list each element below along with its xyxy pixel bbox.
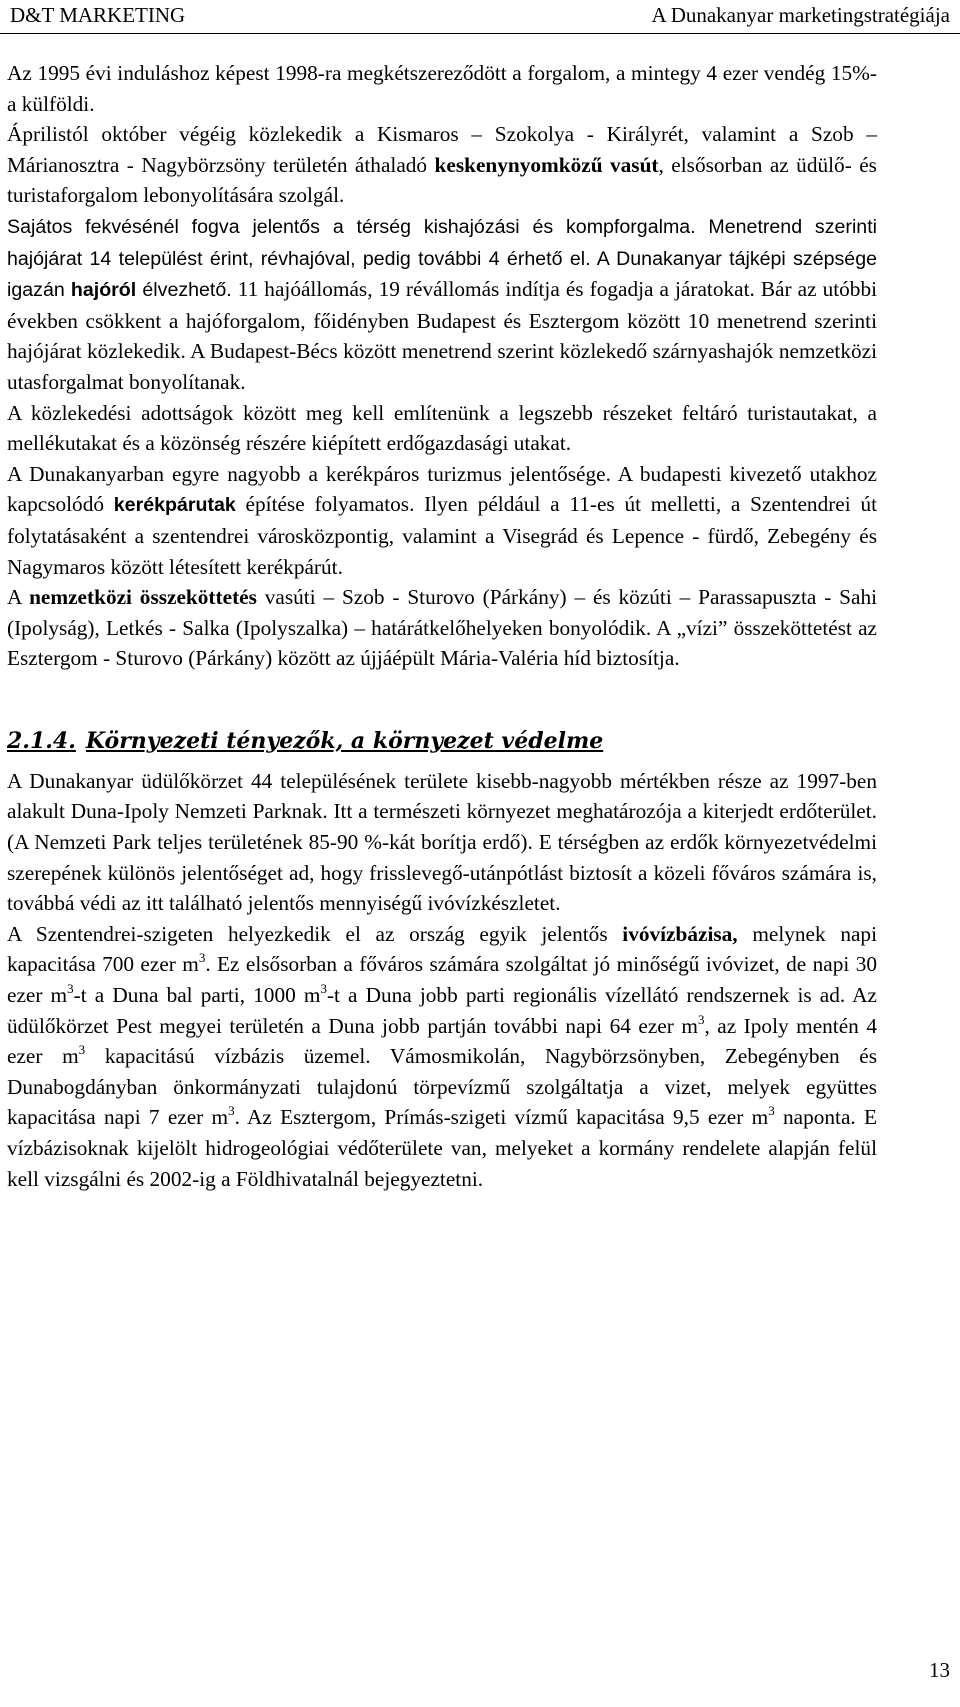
section-spacer	[7, 674, 877, 726]
header-document-title: A Dunakanyar marketingstratégiája	[651, 3, 950, 27]
superscript: 3	[697, 1011, 705, 1027]
text-run: naponta. E vízbázisoknak kijelölt hidrogeológiai védőterülete van, melyeket a kormány rendelete alapján felül kell vizsgálni és 2002-ig a Földhivatalnál bejegyeztetni.	[7, 1105, 878, 1191]
text-run: Áprilistól október végéig közlekedik a Kismaros – Szokolya - Királyrét, valamint a Szob – Márianosztra - Nagybörzsöny területén áthaladó	[7, 122, 877, 177]
paragraph-narrow-gauge-railway	[7, 119, 877, 211]
text-run: -t a Duna bal parti, 1000 m	[73, 983, 321, 1008]
superscript: 3	[78, 1042, 86, 1058]
superscript: 3	[228, 1103, 235, 1119]
text-run: A Szentendrei-szigeten helyezkedik el az ország egyik jelentős	[7, 921, 623, 946]
bold-term-narrow-gauge: keskenynyomközű vasút	[434, 152, 659, 177]
page-header	[0, 0, 960, 34]
text-run: melynek napi kapacitása 700 ezer m	[7, 921, 877, 977]
page-number: 13	[929, 1658, 950, 1682]
text-run: 11 hajóállomás, 19 révállomás indítja és fogadja a járatokat. Bár az utóbbi években csökkent a hajóforgalom, főidényben Budapest és Esztergom között 10 menetrend szerinti hajójárat közlekedik. A Budapest-Bécs között menetrend szerint közlekedő szárnyashajók nemzetközi utasforgalmat bonyolítanak.	[7, 277, 878, 394]
section-number: 2.1.4.	[7, 727, 76, 754]
text-run: . Ez elsősorban a főváros számára szolgáltat jó minőségű ivóvizet, de napi 30 ezer m	[7, 952, 877, 1008]
paragraph-shipping	[7, 211, 877, 398]
bold-term-by-ship: hajóról	[70, 279, 137, 302]
text-run: -t a Duna jobb parti regionális vízellátó rendszernek is ad. Az üdülőkörzet Pest megyei területén a Duna jobb partján további napi 64 ezer m	[7, 983, 877, 1038]
text-run: . Az Esztergom, Prímás-szigeti vízmű kapacitása 9,5 ezer m	[234, 1105, 769, 1130]
text-run: , az Ipoly mentén 4 ezer m	[7, 1013, 877, 1069]
section-title: Környezeti tényezők, a környezet védelme	[85, 727, 604, 754]
text-run: vasúti – Szob - Sturovo (Párkány) – és közúti – Parassapuszta - Sahi (Ipolyság), Letkés - Salka (Ipolyszalka) – határátkelőhelyeken bonyolódik. A „vízi” összeköttetést az Esztergom - Sturovo (Párkány) között az újjáépült Mária-Valéria híd biztosítja.	[7, 585, 878, 671]
text-run-sans: Sajátos fekvésénél fogva jelentős a térség kishajózási és kompforgalma. Menetrend szerinti hajójárat 14 települést érint, révhajóval, pedig további 4 érhető el. A Dunakanyar tájképi szépsége igazán	[7, 215, 877, 302]
paragraph-traffic-growth: Az 1995 évi induláshoz képest 1998-ra megkétszereződött a forgalom, a mintegy 4 ezer vendég 15%-a külföldi.	[7, 61, 877, 116]
superscript: 3	[198, 950, 206, 966]
superscript: 3	[768, 1103, 775, 1119]
text-run-sans: élvezhető.	[136, 279, 232, 302]
bold-term-water-base: ivóvízbázisa,	[622, 921, 738, 946]
bold-term-international-connection: nemzetközi összeköttetés	[29, 585, 257, 610]
superscript: 3	[320, 980, 327, 996]
paragraph-international-links	[7, 582, 877, 674]
paragraph-drinking-water	[7, 919, 877, 1194]
document-body	[7, 58, 877, 1194]
superscript: 3	[67, 980, 74, 996]
text-run: építése folyamatos. Ilyen például a 11-es út melletti, a Szentendrei út folytatásaként a szentendrei városközpontig, valamint a Visegrád és Lepence - fürdő, Zebegény és Nagymaros között létesített kerékpárút.	[7, 492, 878, 579]
paragraph-national-park: A Dunakanyar üdülőkörzet 44 településének területe kisebb-nagyobb mértékben része az 1997-ben alakult Duna-Ipoly Nemzeti Parknak. Itt a természeti környezet meghatározója a kiterjedt erdőterület. (A Nemzeti Park teljes területének 85-90 %-kát borítja erdő). E térségben az erdők környezetvédelmi szerepének különös jelentőséget ad, hogy frisslevegő-utánpótlást biztosít a közeli főváros számára is, továbbá védi az itt található jelentős mennyiségű ivóvízkészletet.	[7, 768, 877, 916]
text-run: , elsősorban az üdülő- és turistaforgalom lebonyolítására szolgál.	[7, 152, 877, 208]
paragraph-roads: A közlekedési adottságok között meg kell említenünk a legszebb részeket feltáró turistautakat, a mellékutakat és a közönség részére kiépített erdőgazdasági utakat.	[7, 400, 877, 456]
text-run: A Dunakanyarban egyre nagyobb a kerékpáros turizmus jelentősége. A budapesti kivezető utakhoz kapcsolódó	[7, 461, 877, 517]
paragraph-cycling	[7, 459, 877, 582]
text-run: kapacitású vízbázis üzemel. Vámosmikolán, Nagybörzsönyben, Zebegényben és Dunabogdányban önkormányzati tulajdonú törpevízmű szolgáltatja a vizet, melyek együttes kapacitása napi 7 ezer m	[7, 1044, 877, 1130]
header-company: D&T MARKETING	[10, 3, 186, 27]
bold-term-cycle-paths: kerékpárutak	[113, 494, 236, 517]
section-heading	[7, 726, 877, 756]
text-run: A	[7, 585, 30, 610]
